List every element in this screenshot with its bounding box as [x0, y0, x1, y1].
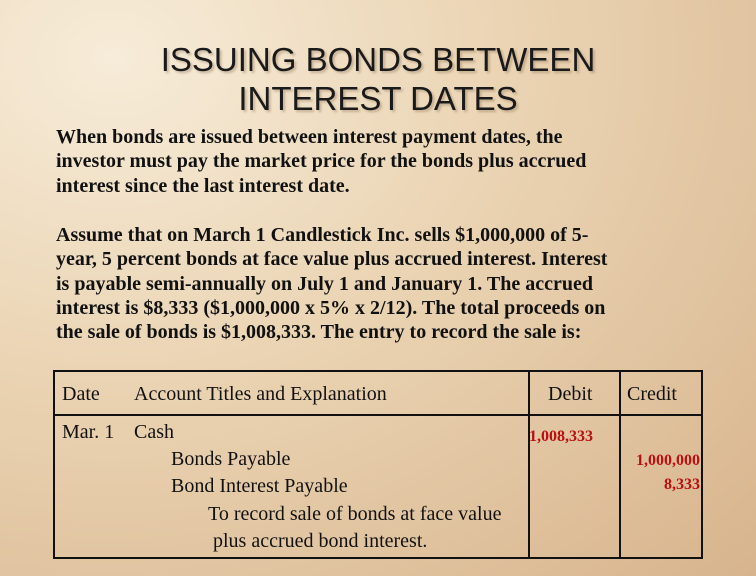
- entry-explanation-line-1: To record sale of bonds at face value: [208, 503, 502, 525]
- header-account: Account Titles and Explanation: [134, 383, 387, 405]
- entry-explanation-line-2: plus accrued bond interest.: [213, 530, 428, 552]
- table-border-bottom: [53, 557, 703, 559]
- header-debit: Debit: [548, 383, 593, 405]
- example-line: is payable semi-annually on July 1 and January 1. The accrued: [56, 272, 593, 295]
- header-date: Date: [62, 383, 100, 405]
- intro-line: investor must pay the market price for the bonds plus accrued: [56, 150, 587, 173]
- entry-account-bond-interest-payable: Bond Interest Payable: [171, 475, 348, 497]
- debit-column-left-divider: [528, 370, 530, 559]
- intro-line: When bonds are issued between interest payment dates, the: [56, 126, 563, 148]
- entry-account-bonds-payable: Bonds Payable: [171, 448, 291, 470]
- example-paragraph: [56, 223, 716, 344]
- bonds-payable-credit-amount: 1,000,000: [636, 452, 700, 469]
- example-line: the sale of bonds is $1,008,333. The entry to record the sale is:: [56, 321, 582, 344]
- example-line: year, 5 percent bonds at face value plus accrued interest. Interest: [56, 248, 608, 271]
- intro-line: interest since the last interest date.: [56, 174, 350, 197]
- entry-account-cash: Cash: [134, 421, 174, 443]
- entry-date: Mar. 1: [62, 421, 115, 443]
- interest-payable-credit-amount: 8,333: [664, 476, 700, 493]
- slide-title-line-2: INTEREST DATES: [238, 80, 518, 117]
- table-border-top: [53, 370, 703, 372]
- slide-title: [0, 40, 756, 118]
- table-header-divider: [53, 414, 703, 416]
- debit-column-right-divider: [619, 370, 621, 559]
- example-line: Assume that on March 1 Candlestick Inc. sells $1,000,000 of 5-: [56, 224, 589, 246]
- table-border-left: [53, 370, 55, 559]
- intro-paragraph: [56, 125, 716, 198]
- journal-entry-table: [53, 370, 703, 559]
- example-line: interest is $8,333 ($1,000,000 x 5% x 2/12). The total proceeds on: [56, 296, 606, 319]
- cash-debit-amount: 1,008,333: [529, 428, 593, 445]
- table-border-right: [701, 370, 703, 559]
- header-credit: Credit: [627, 383, 677, 405]
- slide-title-line-1: ISSUING BONDS BETWEEN: [160, 41, 596, 78]
